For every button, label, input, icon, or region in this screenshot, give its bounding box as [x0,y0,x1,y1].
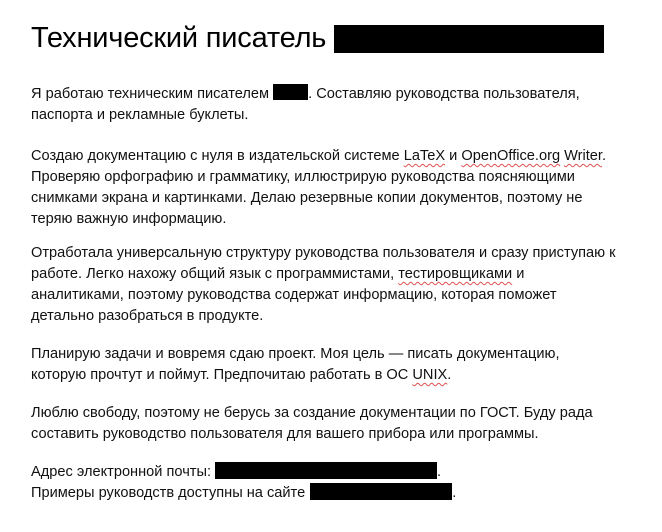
paragraph-planning [31,344,651,386]
text-line: снимками экрана и картинками. Делаю резервные копии документов, поэтому не [31,190,583,206]
email-label: Адрес электронной почты: [31,464,212,480]
title-row [31,20,604,56]
text-line: аналитиками, поэтому руководства содержат информацию, которая поможет [31,287,557,303]
spellcheck-word-unix: UNIX [412,367,448,383]
text-line: составить руководство пользователя для вашего прибора или программы. [31,426,539,442]
spellcheck-word-writer: Writer [564,148,602,164]
text-segment: которую прочтут и поймут. Предпочитаю работать в ОС [31,367,413,383]
text-segment: . [452,485,457,501]
redacted-name-block [334,25,604,53]
text-line: Проверяю орфографию и грамматику, иллюстрирую руководства поясняющими [31,169,575,185]
text-line [31,264,651,285]
email-line [31,462,651,483]
text-segment: . [601,148,607,164]
text-segment: работе. Легко нахожу общий язык с программистами, [31,266,399,282]
text-line: теряю важную информацию. [31,211,227,227]
text-line [31,146,651,167]
site-line [31,483,651,504]
text-line: Люблю свободу, поэтому не берусь за создание документации по ГОСТ. Буду рада [31,405,593,421]
redacted-company-block [273,84,308,100]
paragraph-contacts [31,462,651,504]
text-line: детально разобраться в продукте. [31,308,264,324]
paragraph-freedom [31,403,651,445]
text-segment: Создаю документацию с нуля в издательской системе [31,148,404,164]
text-segment: . Составляю руководства пользователя, [308,86,580,102]
text-segment: и [512,266,525,282]
site-label: Примеры руководств доступны на сайте [31,485,306,501]
text-line [31,84,651,105]
redacted-site-block [310,483,452,500]
spellcheck-word-latex: LaTeX [403,148,446,164]
text-segment: . [437,464,442,480]
text-segment: и [445,148,462,164]
paragraph-structure [31,243,651,327]
text-line: паспорта и рекламные буклеты. [31,107,249,123]
text-segment: . [447,367,452,383]
text-line: Отработала универсальную структуру руководства пользователя и сразу приступаю к [31,245,616,261]
paragraph-tools [31,146,651,230]
paragraph-intro [31,84,651,126]
spellcheck-word-openoffice: OpenOffice.org [461,148,561,164]
text-segment: Я работаю техническим писателем [31,86,274,102]
text-line: Планирую задачи и вовремя сдаю проект. Моя цель — писать документацию, [31,346,560,362]
redacted-email-block [215,462,437,479]
page-title: Технический писатель [31,22,327,54]
spellcheck-word-testers: тестировщиками [398,266,513,282]
text-line [31,365,651,386]
